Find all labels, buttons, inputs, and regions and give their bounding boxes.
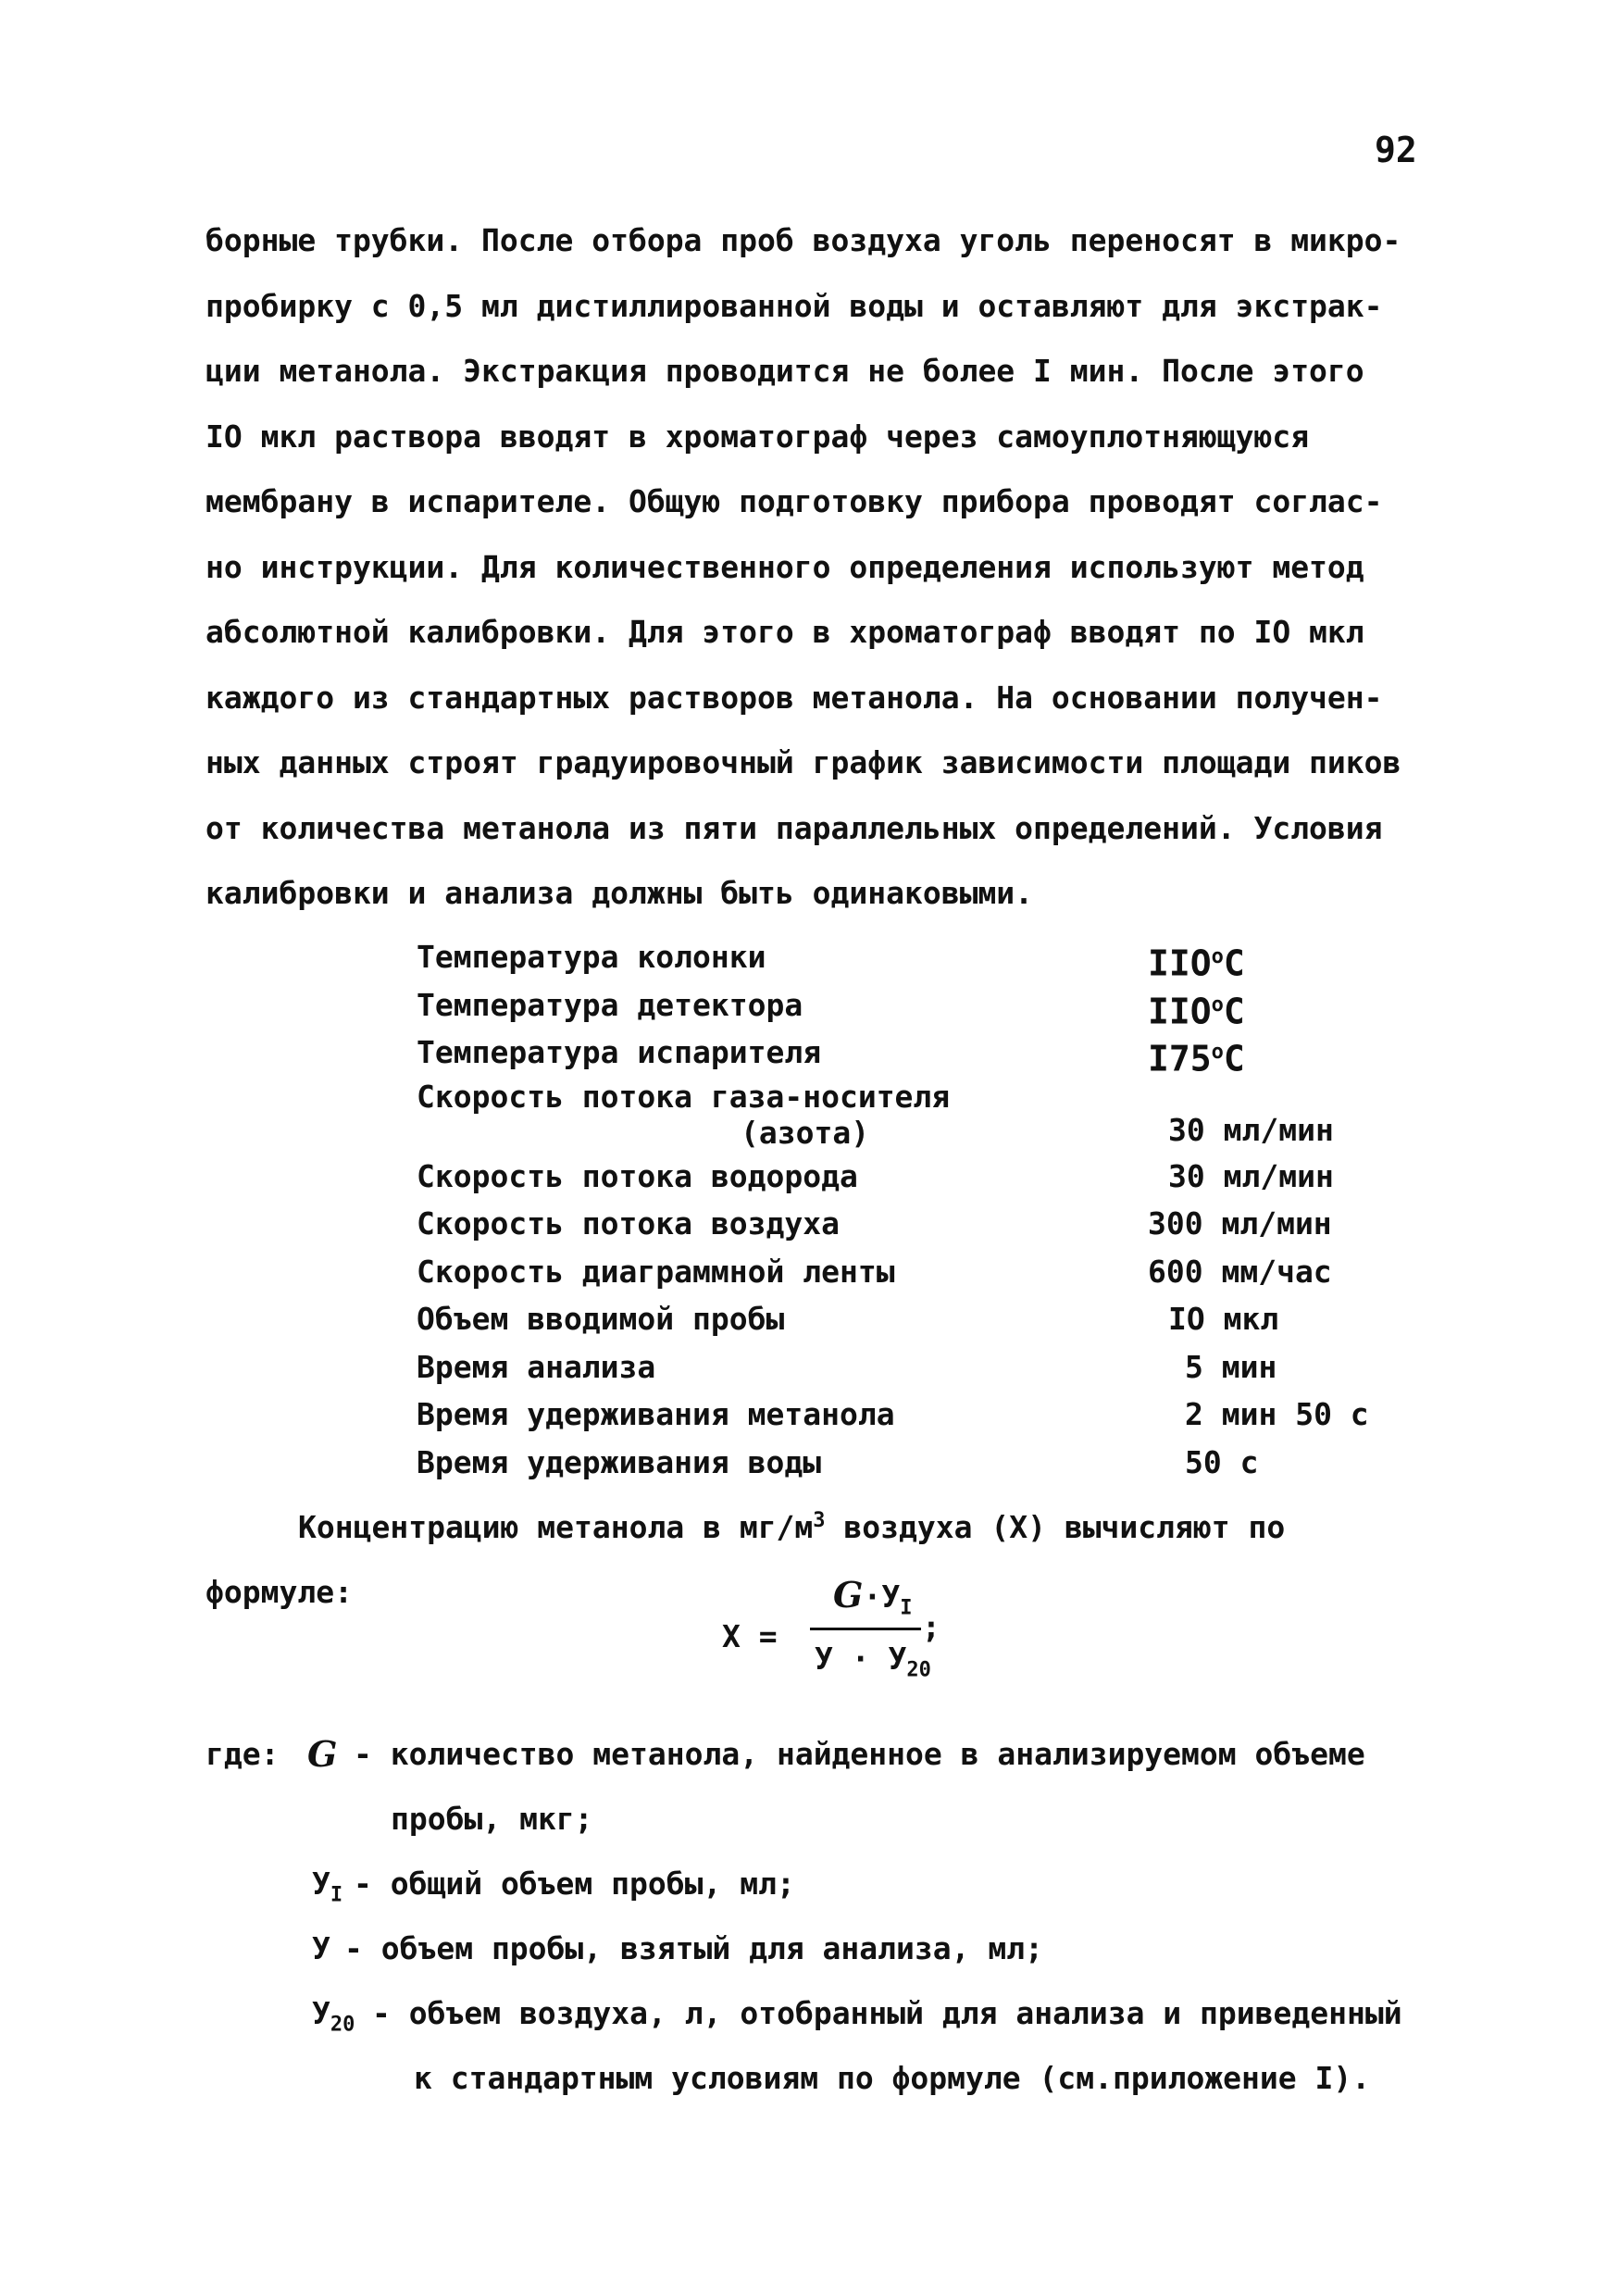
- parameter-value: 600 мм/час: [1148, 1253, 1332, 1290]
- definition-continuation: [205, 2046, 1483, 2111]
- definition-text: пробы, мкг;: [391, 1801, 593, 1837]
- definition-row: [205, 1981, 1483, 2046]
- parameter-value: 30 мл/мин: [1168, 1111, 1334, 1148]
- paragraph-line: от количества метанола из пяти параллельных определений. Условия: [205, 809, 1383, 846]
- definition-continuation: [205, 1787, 1483, 1852]
- parameters-list: [417, 933, 1481, 1486]
- definition-text: - объем воздуха, л, отобранный для анализа и приведенный: [372, 1995, 1402, 2031]
- formula-label: формуле:: [205, 1574, 353, 1610]
- definition-row: [205, 1852, 1483, 1916]
- parameter-label-sub: (азота): [741, 1114, 870, 1151]
- parameter-label: Температура детектора: [417, 986, 803, 1023]
- where-label: где:: [205, 1736, 280, 1772]
- fraction-bar: [810, 1628, 921, 1630]
- parameter-row: [417, 1077, 1481, 1153]
- definition-symbol: У: [312, 1930, 330, 1966]
- parameter-label: Время удерживания воды: [417, 1443, 822, 1480]
- paragraph-line: но инструкции. Для количественного определения используют метод: [205, 548, 1364, 585]
- parameter-row: [417, 1295, 1481, 1343]
- paragraph-line: пробирку с 0,5 мл дистиллированной воды и оставляют для экстрак-: [205, 287, 1383, 324]
- paragraph-line: калибровки и анализа должны быть одинаковыми.: [205, 875, 1034, 911]
- paragraph-line: IO мкл раствора вводят в хроматограф через самоуплотняющуюся: [205, 418, 1310, 455]
- parameter-value: 30 мл/мин: [1168, 1157, 1334, 1194]
- parameter-value: 50 с: [1185, 1443, 1259, 1480]
- parameter-label: Объем вводимой пробы: [417, 1301, 785, 1337]
- paragraph-line: борные трубки. После отбора проб воздуха уголь переносят в микро-: [205, 222, 1401, 258]
- definition-text: к стандартным условиям по формуле (см.приложение I).: [414, 2060, 1371, 2096]
- parameter-label: Температура колонки: [417, 939, 766, 975]
- paragraph-line: каждого из стандартных растворов метанола. На основании получен-: [205, 679, 1383, 716]
- definition-row: [205, 1722, 1483, 1787]
- parameter-row: [417, 1343, 1481, 1391]
- parameter-label: Скорость диаграммной ленты: [417, 1253, 895, 1290]
- parameter-value: 5 мин: [1185, 1348, 1277, 1385]
- formula-denominator: $У \cdot У_{20}$: [815, 1641, 931, 1682]
- formula-numerator: $G\cdot У_I$: [833, 1574, 913, 1620]
- parameter-label: Время удерживания метанола: [417, 1396, 895, 1432]
- paragraph-line: ции метанола. Экстракция проводится не более I мин. После этого: [205, 353, 1364, 389]
- parameter-value: IO мкл: [1168, 1301, 1279, 1337]
- parameter-label: Температура испарителя: [417, 1034, 822, 1070]
- parameter-row: [417, 981, 1481, 1032]
- definition-text: - общий объем пробы, мл;: [354, 1866, 795, 1902]
- variable-definitions: [205, 1722, 1483, 2111]
- parameter-label: Время анализа: [417, 1348, 656, 1385]
- definition-symbol: $У_I$: [312, 1866, 343, 1907]
- paragraph-line: мембрану в испарителе. Общую подготовку прибора проводят соглас-: [205, 483, 1383, 519]
- parameter-row: [417, 933, 1481, 984]
- page-number: 92: [1375, 130, 1417, 170]
- parameter-value: 2 мин 50 с: [1185, 1396, 1369, 1432]
- formula-lhs: X =: [722, 1618, 778, 1654]
- parameter-row: [417, 1248, 1481, 1296]
- parameter-label: Скорость потока воздуха: [417, 1205, 840, 1242]
- definition-symbol: G: [307, 1733, 338, 1775]
- body-paragraph: [205, 208, 1483, 927]
- paragraph-line: абсолютной калибровки. Для этого в хроматограф вводят по IO мкл: [205, 614, 1364, 650]
- concentration-intro: Концентрацию метанола в $мг/м^3$ воздуха (X) вычисляют по: [298, 1509, 1286, 1545]
- parameter-row: [417, 1200, 1481, 1248]
- concentration-formula: [722, 1574, 963, 1685]
- parameter-value: 300 мл/мин: [1148, 1205, 1332, 1242]
- paragraph-line: ных данных строят градуировочный график зависимости площади пиков: [205, 744, 1401, 780]
- parameter-row: [417, 1029, 1481, 1077]
- parameter-label: Скорость потока газа-носителя (азота): [417, 1077, 1481, 1149]
- parameter-label: Скорость потока водорода: [417, 1157, 858, 1194]
- definition-text: - объем пробы, взятый для анализа, мл;: [344, 1930, 1043, 1966]
- parameter-row: [417, 1153, 1481, 1201]
- parameter-value: I75$^o$C: [1148, 1038, 1245, 1079]
- definition-text: - количество метанола, найденное в анализируемом объеме: [354, 1736, 1365, 1772]
- parameter-row: [417, 1391, 1481, 1439]
- definition-symbol: $У_{20}$: [312, 1995, 355, 2037]
- parameter-value: IIO$^o$C: [1148, 991, 1245, 1032]
- formula-end: ;: [922, 1609, 940, 1645]
- parameter-row: [417, 1439, 1481, 1487]
- parameter-value: IIO$^o$C: [1148, 942, 1245, 984]
- definition-row: [205, 1916, 1483, 1981]
